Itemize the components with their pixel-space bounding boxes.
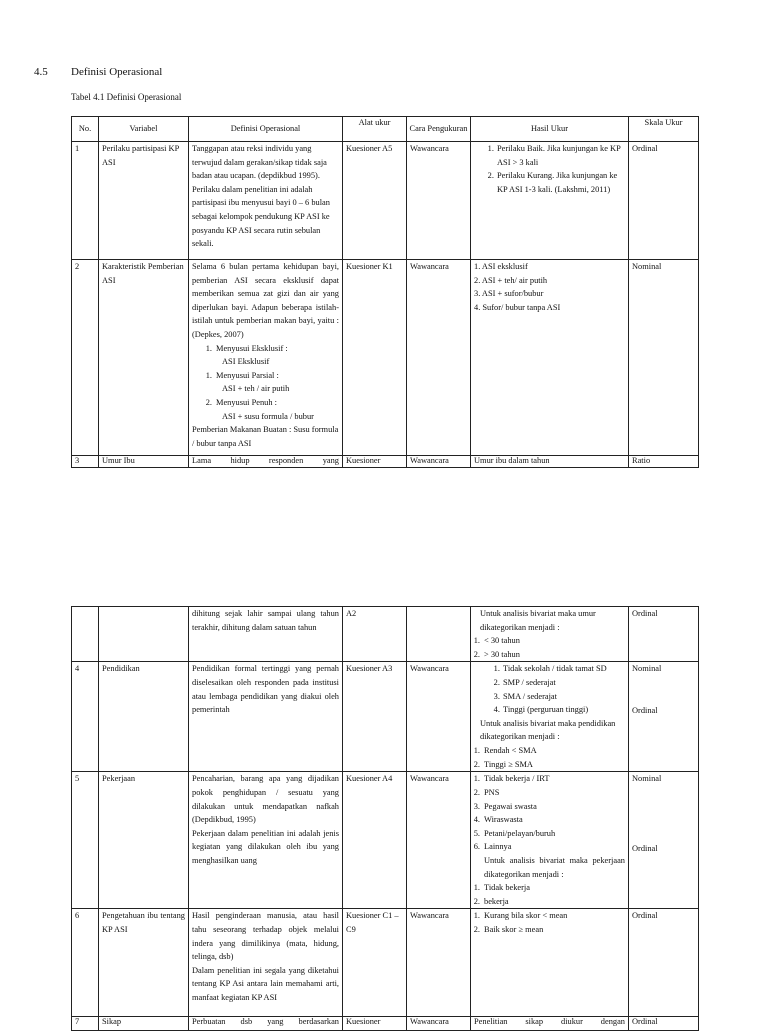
cell-alat-ukur: Kuesioner A5 [343, 142, 407, 260]
table-row [72, 909, 699, 1017]
cell-variabel: Sikap [99, 1017, 189, 1031]
definisi-para: Perilaku dalam penelitian ini adalah partisipasi ibu menyusui bayi 0 – 6 bulan sebagai kelompok pendukung KP ASI ke posyandu KP ASI secara rutin sebulan sekali. [192, 184, 330, 249]
table-row [72, 456, 699, 468]
hasil-item: 4. Tinggi (perguruan tinggi) [502, 703, 625, 717]
cell-skala: Ordinal [629, 1017, 699, 1031]
hasil-item: 3. ASI + sufor/bubur [474, 289, 544, 299]
cell-no: 4 [72, 662, 99, 772]
table-header-row [72, 117, 699, 142]
hasil-item: 3. Pegawai swasta [473, 801, 537, 811]
header-alat-ukur: Alat ukur [343, 117, 407, 142]
cell-no [72, 607, 99, 662]
hasil-item: 2. PNS [473, 787, 500, 797]
cell-variabel: Umur Ibu [99, 456, 189, 468]
hasil-item: 5. Petani/pelayan/buruh [473, 828, 556, 838]
cell-definisi: dihitung sejak lahir sampai ulang tahun terakhir, dihitung dalam satuan tahun [189, 607, 343, 662]
definisi-list-item: 1. Menyusui Eksklusif : ASI Eksklusif [205, 343, 288, 367]
cell-variabel: Pendidikan [99, 662, 189, 772]
cell-definisi [189, 142, 343, 260]
definition-table-part-2 [71, 606, 699, 1031]
cell-alat-ukur: Kuesioner A4 [343, 772, 407, 909]
cell-cara: Wawancara [407, 260, 471, 456]
cell-hasil [471, 909, 629, 1017]
cell-definisi [189, 260, 343, 456]
skala-value: Ordinal [632, 705, 658, 715]
hasil-item: 2. Perilaku Kurang. Jika kunjungan ke KP ASI 1-3 kali. (Lakshmi, 2011) [496, 169, 625, 196]
cell-no: 5 [72, 772, 99, 909]
hasil-intro: Untuk analisis bivariat maka pekerjaan dikategorikan menjadi : [484, 855, 625, 879]
table-row [72, 142, 699, 260]
cell-skala: Nominal [629, 260, 699, 456]
cell-no: 1 [72, 142, 99, 260]
header-skala-ukur: Skala Ukur [629, 117, 699, 142]
cell-cara: Wawancara [407, 142, 471, 260]
hasil-item: 6. Lainnya [473, 842, 512, 852]
cell-definisi [189, 456, 343, 468]
cell-hasil [471, 260, 629, 456]
definition-table-part-1 [71, 116, 699, 468]
hasil-item: 2. Tinggi ≥ SMA [473, 759, 533, 769]
header-variabel: Variabel [99, 117, 189, 142]
cell-no: 2 [72, 260, 99, 456]
definisi-intro: Selama 6 bulan pertama kehidupan bayi, pemberian ASI secara eksklusif dapat memberikan semua zat gizi dan air yang diperlukan bayi. Adapun beberapa istilah-istilah untuk pemberian makan bayi, yaitu : (Depkes, 2007) [192, 262, 339, 339]
table-row [72, 260, 699, 456]
cell-cara: Wawancara [407, 772, 471, 909]
cell-alat-ukur: Kuesioner [343, 456, 407, 468]
hasil-text: Penelitian sikap diukur dengan [474, 1017, 625, 1027]
skala-value: Ordinal [632, 843, 658, 853]
header-hasil-ukur: Hasil Ukur [471, 117, 629, 142]
cell-cara: Wawancara [407, 909, 471, 1017]
definisi-list-item: 2. Menyusui Penuh : ASI + susu formula / bubur [205, 397, 314, 421]
hasil-item: 2. SMP / sederajat [502, 676, 625, 690]
table-caption: Tabel 4.1 Definisi Operasional [71, 92, 182, 102]
definisi-outro: Pemberian Makanan Buatan : Susu formula / bubur tanpa ASI [192, 425, 339, 448]
hasil-intro: Untuk analisis bivariat maka umur dikategorikan menjadi : [480, 609, 596, 632]
hasil-item: 2. Baik skor ≥ mean [473, 924, 544, 934]
cell-no: 7 [72, 1017, 99, 1031]
cell-skala [629, 772, 699, 909]
definisi-para: Pekerjaan dalam penelitian ini adalah jenis kegiatan yang dilakukan oleh ibu yang menghasilkan uang [192, 828, 339, 865]
definisi-text: Perbuatan dsb yang berdasarkan [192, 1017, 339, 1027]
table-row [72, 772, 699, 909]
hasil-item: 3. SMA / sederajat [502, 690, 625, 704]
cell-hasil: Umur ibu dalam tahun [471, 456, 629, 468]
cell-skala: Ordinal [629, 607, 699, 662]
definisi-para: Pencaharian, barang apa yang dijadikan pokok penghidupan / sesuatu yang dilakukan untuk mendapatkan nafkah (Depdikbud, 1995) [192, 774, 339, 825]
cell-alat-ukur: Kuesioner C1 – C9 [343, 909, 407, 1017]
cell-alat-ukur: Kuesioner [343, 1017, 407, 1031]
cell-no: 6 [72, 909, 99, 1017]
header-cara-pengukuran: Cara Pengukuran [407, 117, 471, 142]
section-number: 4.5 [34, 66, 48, 78]
hasil-item: 1. Kurang bila skor < mean [473, 911, 568, 921]
cell-hasil [471, 142, 629, 260]
hasil-item: 2. ASI + teh/ air putih [474, 275, 548, 285]
table-row [72, 607, 699, 662]
header-definisi: Definisi Operasional [189, 117, 343, 142]
cell-skala: Ordinal [629, 909, 699, 1017]
definisi-para: Dalam penelitian ini segala yang diketahui tentang KP Asi antara lain memahami arti, manfaat kegiatan KP ASI [192, 965, 339, 1002]
definisi-list-item: 1. Menyusui Parsial : ASI + teh / air putih [205, 370, 290, 394]
hasil-item: 1. Rendah < SMA [473, 745, 537, 755]
cell-cara [407, 607, 471, 662]
hasil-item: 4. Wiraswasta [473, 815, 523, 825]
hasil-item: 1. Perilaku Baik. Jika kunjungan ke KP ASI > 3 kali [496, 142, 625, 169]
hasil-item: 4. Sufor/ bubur tanpa ASI [474, 302, 561, 312]
cell-cara: Wawancara [407, 456, 471, 468]
hasil-item: 1. Tidak bekerja / IRT [473, 774, 550, 784]
cell-hasil [471, 772, 629, 909]
definisi-para: Hasil penginderaan manusia, atau hasil tahu seseorang terhadap objek melalui indera yang dimilikinya (mata, hidung, telinga, dsb) [192, 911, 339, 962]
cell-definisi: Pendidikan formal tertinggi yang pernah diselesaikan oleh responden pada institusi atau lembaga pendidikan yang diakui oleh pemerintah [189, 662, 343, 772]
hasil-item: 1. ASI eksklusif [474, 262, 528, 271]
cell-variabel: Pekerjaan [99, 772, 189, 909]
hasil-intro: Untuk analisis bivariat maka pendidikan dikategorikan menjadi : [480, 718, 616, 742]
cell-cara: Wawancara [407, 662, 471, 772]
cell-skala [629, 662, 699, 772]
cell-skala: Ordinal [629, 142, 699, 260]
hasil-item: 1. Tidak sekolah / tidak tamat SD [502, 662, 625, 676]
header-no: No. [72, 117, 99, 142]
hasil-item: 2. bekerja [473, 896, 509, 906]
cell-definisi [189, 772, 343, 909]
cell-hasil [471, 662, 629, 772]
cell-alat-ukur: A2 [343, 607, 407, 662]
skala-value: Nominal [632, 774, 662, 784]
cell-variabel [99, 607, 189, 662]
cell-cara: Wawancara [407, 1017, 471, 1031]
definisi-text: Lama hidup responden yang [192, 456, 339, 465]
skala-value: Nominal [632, 664, 662, 674]
cell-variabel: Perilaku partisipasi KP ASI [99, 142, 189, 260]
section-title: Definisi Operasional [71, 66, 163, 78]
hasil-item: 1. < 30 tahun [473, 636, 520, 646]
cell-no: 3 [72, 456, 99, 468]
cell-hasil [471, 607, 629, 662]
hasil-item: 2. > 30 tahun [473, 649, 520, 659]
cell-skala: Ratio [629, 456, 699, 468]
cell-variabel: Karakteristik Pemberian ASI [99, 260, 189, 456]
hasil-item: 1. Tidak bekerja [473, 883, 530, 893]
cell-variabel: Pengetahuan ibu tentang KP ASI [99, 909, 189, 1017]
table-row [72, 662, 699, 772]
cell-definisi [189, 909, 343, 1017]
section-heading [34, 66, 162, 78]
definisi-para: Tanggapan atau reksi individu yang terwujud dalam gerakan/sikap tidak saja badan atau ucapan. (depdikbud 1995). [192, 144, 327, 181]
cell-alat-ukur: Kuesioner K1 [343, 260, 407, 456]
cell-alat-ukur: Kuesioner A3 [343, 662, 407, 772]
